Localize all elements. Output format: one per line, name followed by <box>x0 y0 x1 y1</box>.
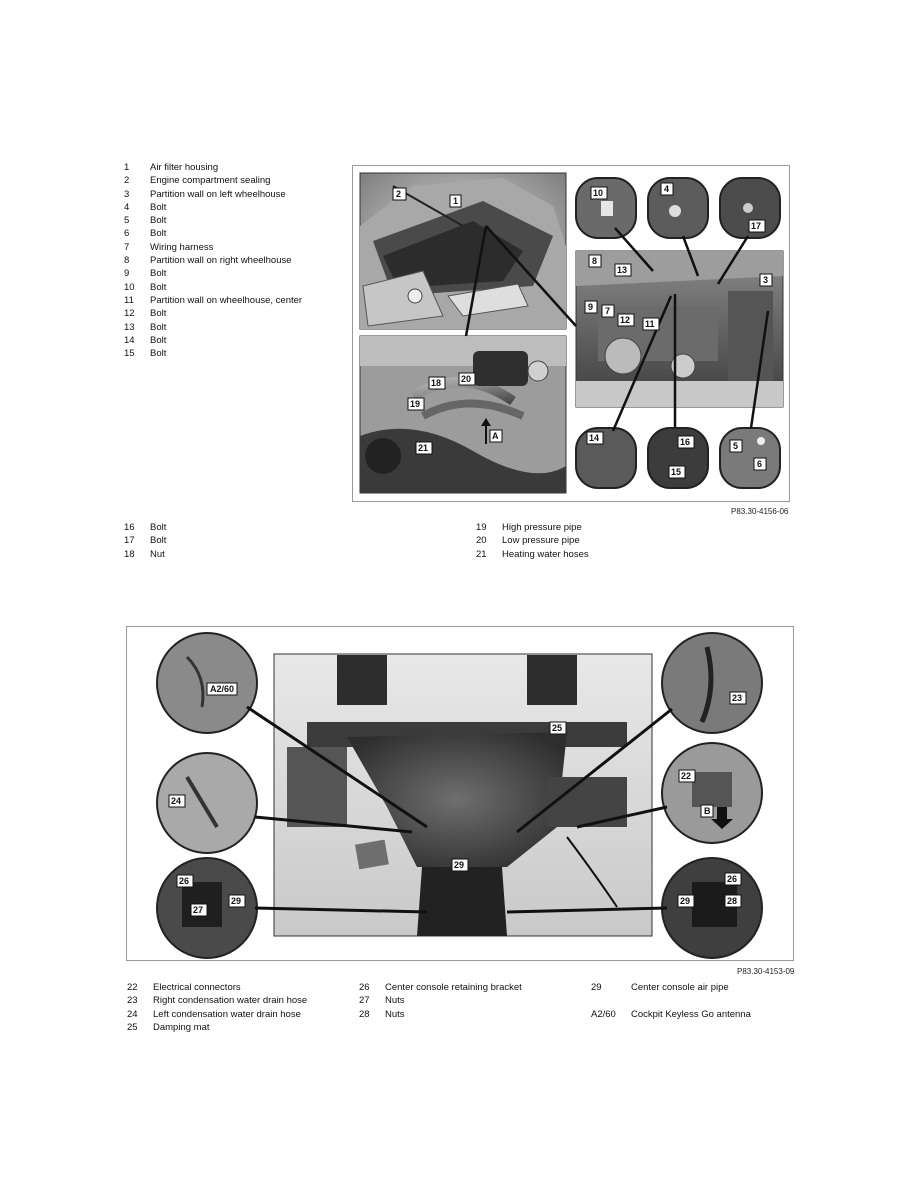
legend-label: Engine compartment sealing <box>150 175 271 187</box>
legend-label: Left condensation water drain hose <box>153 1008 301 1020</box>
legend-item <box>359 994 522 1007</box>
legend-item <box>359 981 522 994</box>
legend-number: 11 <box>124 294 134 306</box>
legend-number: 14 <box>124 334 135 346</box>
legend-number: 21 <box>476 548 487 560</box>
callout-6: 6 <box>757 459 763 469</box>
callout-14: 14 <box>589 433 600 443</box>
callout-18: 18 <box>431 378 442 388</box>
legend-label: Nut <box>150 548 165 560</box>
legend-label: Center console air pipe <box>631 982 729 993</box>
legend-label: Bolt <box>150 348 167 360</box>
legend-number: 9 <box>124 268 130 280</box>
callout-13: 13 <box>617 265 628 275</box>
legend-item <box>124 174 302 187</box>
callout-27: 27 <box>193 905 204 915</box>
legend-label: Bolt <box>150 321 167 333</box>
legend-label: Wiring harness <box>150 241 214 253</box>
legend-bottom-col-3 <box>591 981 751 1021</box>
legend-number: 23 <box>127 995 138 1007</box>
figure-top-reference: P83.30-4156-06 <box>731 507 789 516</box>
legend-number: 16 <box>124 522 135 533</box>
callout-15: 15 <box>671 467 682 477</box>
callout-29b: 29 <box>454 860 465 870</box>
legend-number: 24 <box>127 1008 138 1020</box>
callout-a: A <box>492 431 499 441</box>
legend-label: Bolt <box>150 281 167 293</box>
legend-label: Bolt <box>150 201 167 213</box>
legend-label: Right condensation water drain hose <box>153 995 308 1007</box>
legend-number: 10 <box>124 281 135 293</box>
legend-item <box>591 981 751 994</box>
legend-number: 1 <box>124 162 130 173</box>
legend-item <box>127 994 307 1007</box>
figure-engine-compartment <box>352 165 790 502</box>
legend-bottom-col-1 <box>127 981 307 1034</box>
figure-cockpit-floor-illustration <box>127 627 793 960</box>
callout-29c: 29 <box>680 896 691 906</box>
callout-2: 2 <box>396 189 402 199</box>
legend-label: Bolt <box>150 535 167 547</box>
callout-a2-60: A2/60 <box>210 684 235 694</box>
figure-engine-compartment-illustration <box>353 166 789 501</box>
legend-number: 22 <box>127 982 138 993</box>
car-photo <box>360 173 566 329</box>
legend-label: Bolt <box>150 228 167 240</box>
legend-number: 5 <box>124 215 130 227</box>
figure-cockpit-floor <box>126 626 794 961</box>
detail-photo-26-28-29 <box>662 858 762 958</box>
legend-label: Bolt <box>150 268 167 280</box>
legend-item <box>124 334 302 347</box>
legend-number: 27 <box>359 995 370 1007</box>
legend-mid-right <box>476 521 589 561</box>
callout-5: 5 <box>733 441 739 451</box>
legend-item <box>127 1008 307 1021</box>
legend-number: A2/60 <box>591 1008 616 1020</box>
callout-23: 23 <box>732 693 743 703</box>
legend-item <box>476 534 589 547</box>
legend-item <box>476 521 589 534</box>
callout-12: 12 <box>620 315 631 325</box>
legend-item <box>124 307 302 320</box>
legend-number: 4 <box>124 201 130 213</box>
callout-26a: 26 <box>179 876 190 886</box>
cockpit-photo <box>274 654 652 936</box>
callout-16: 16 <box>680 437 691 447</box>
legend-item <box>359 1008 522 1021</box>
legend-label: Nuts <box>385 1008 405 1020</box>
legend-item <box>124 294 302 307</box>
legend-label: Bolt <box>150 308 167 320</box>
legend-label: Low pressure pipe <box>502 535 580 547</box>
legend-number: 18 <box>124 548 135 560</box>
legend-item <box>124 161 302 174</box>
legend-label: Bolt <box>150 215 167 227</box>
legend-item <box>124 214 302 227</box>
engine-bay-photo <box>576 251 783 407</box>
legend-mid-left <box>124 521 166 561</box>
legend-item <box>124 281 302 294</box>
legend-bottom-col-2 <box>359 981 522 1021</box>
legend-label: Nuts <box>385 995 405 1007</box>
legend-label: Heating water hoses <box>502 548 589 560</box>
callout-22: 22 <box>681 771 692 781</box>
legend-number: 17 <box>124 535 135 547</box>
legend-item <box>124 201 302 214</box>
legend-label: Partition wall on right wheelhouse <box>150 255 292 267</box>
callout-26b: 26 <box>727 874 738 884</box>
callout-b: B <box>704 806 711 816</box>
callout-9: 9 <box>588 302 594 312</box>
legend-item <box>124 347 302 360</box>
legend-item <box>124 267 302 280</box>
legend-number: 2 <box>124 175 130 187</box>
legend-item <box>124 188 302 201</box>
callout-8: 8 <box>592 256 598 266</box>
legend-item <box>124 227 302 240</box>
legend-label: Partition wall on left wheelhouse <box>150 188 286 200</box>
legend-item <box>124 548 166 561</box>
detail-photo-23 <box>662 633 762 733</box>
callout-29a: 29 <box>231 896 242 906</box>
detail-photo-22-b <box>662 743 762 843</box>
legend-item <box>127 1021 307 1034</box>
figure-bottom-reference: P83.30-4153-09 <box>737 967 795 976</box>
pipes-photo <box>360 336 566 493</box>
legend-number: 29 <box>591 982 602 993</box>
legend-item <box>124 534 166 547</box>
legend-number: 26 <box>359 982 370 993</box>
legend-item <box>476 548 589 561</box>
legend-number: 19 <box>476 522 487 533</box>
callout-11: 11 <box>645 319 655 329</box>
callout-3: 3 <box>763 275 769 285</box>
callout-24: 24 <box>171 796 182 806</box>
legend-label: Air filter housing <box>150 162 219 173</box>
legend-number: 28 <box>359 1008 370 1020</box>
legend-label: Bolt <box>150 334 167 346</box>
legend-label: Bolt <box>150 522 167 533</box>
detail-photo-4 <box>648 178 708 238</box>
legend-number: 12 <box>124 308 135 320</box>
legend-number: 13 <box>124 321 135 333</box>
callout-10: 10 <box>593 188 604 198</box>
callout-21: 21 <box>418 443 429 453</box>
legend-number: 20 <box>476 535 487 547</box>
callout-20: 20 <box>461 374 472 384</box>
legend-item <box>124 241 302 254</box>
legend-number: 25 <box>127 1021 138 1033</box>
legend-item <box>127 981 307 994</box>
legend-label: Electrical connectors <box>153 982 241 993</box>
detail-photo-5-6 <box>720 428 780 488</box>
legend-label: Damping mat <box>153 1021 210 1033</box>
legend-number: 8 <box>124 255 130 267</box>
legend-number: 15 <box>124 348 135 360</box>
legend-number: 7 <box>124 241 130 253</box>
legend-label: Center console retaining bracket <box>385 982 522 993</box>
legend-item <box>124 254 302 267</box>
callout-19: 19 <box>410 399 421 409</box>
legend-number: 3 <box>124 188 130 200</box>
legend-label: Partition wall on wheelhouse, center <box>150 294 303 306</box>
callout-4: 4 <box>664 184 670 194</box>
legend-top <box>124 161 302 360</box>
callout-7: 7 <box>605 306 611 316</box>
callout-25: 25 <box>552 723 563 733</box>
legend-item <box>591 1008 751 1021</box>
legend-label: Cockpit Keyless Go antenna <box>631 1008 751 1020</box>
legend-item <box>124 521 166 534</box>
detail-photo-14 <box>576 428 636 488</box>
legend-number: 6 <box>124 228 130 240</box>
legend-item <box>124 321 302 334</box>
callout-17: 17 <box>751 221 762 231</box>
legend-label: High pressure pipe <box>502 522 582 533</box>
callout-1: 1 <box>453 196 459 206</box>
callout-28: 28 <box>727 896 738 906</box>
